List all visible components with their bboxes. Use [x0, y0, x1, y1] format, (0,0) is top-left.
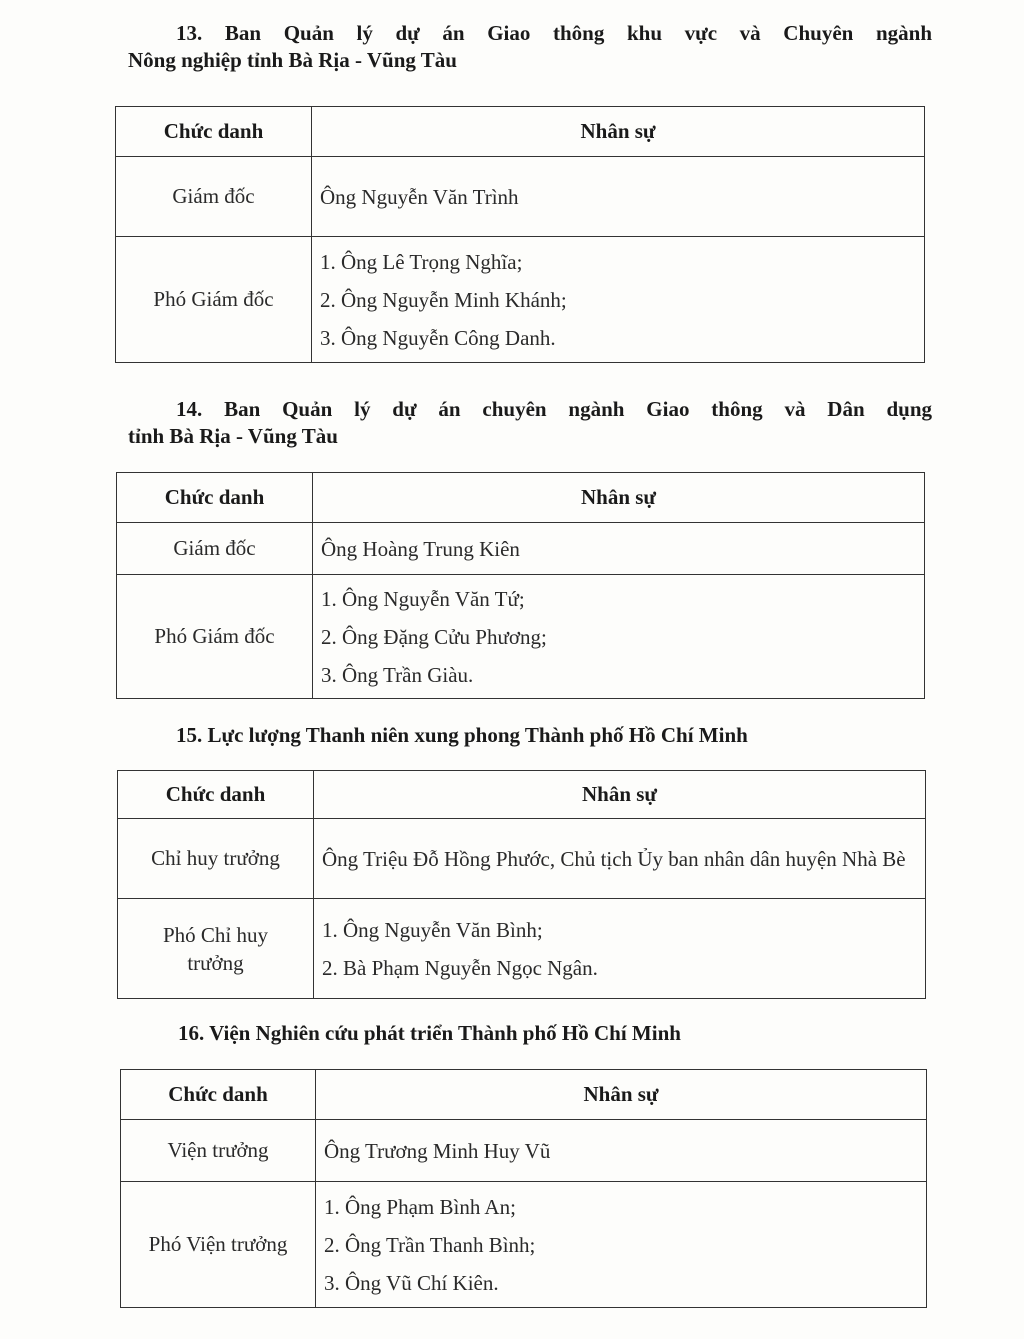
- section-13-title-line2: Nông nghiệp tỉnh Bà Rịa - Vũng Tàu: [128, 48, 457, 72]
- role-cell: Chỉ huy trưởng: [118, 819, 314, 899]
- role-cell: Phó Giám đốc: [117, 575, 313, 699]
- people-cell: [312, 237, 925, 363]
- table-row: [118, 899, 926, 999]
- header-role: Chức danh: [117, 473, 313, 523]
- role-cell: Giám đốc: [116, 157, 312, 237]
- section-15-title: [176, 722, 936, 749]
- section-15-table: [117, 770, 926, 999]
- person-entry: 3. Ông Nguyễn Công Danh.: [320, 325, 556, 350]
- role-cell: Viện trưởng: [121, 1120, 316, 1182]
- section-14-table: [116, 472, 925, 699]
- section-14-title-line2: tỉnh Bà Rịa - Vũng Tàu: [128, 424, 338, 448]
- section-13-title-line1: 13. Ban Quản lý dự án Giao thông khu vực và Chuyên ngành: [176, 21, 932, 45]
- person-entry: 1. Ông Nguyễn Văn Tứ;: [321, 586, 525, 611]
- person-entry: 1. Ông Lê Trọng Nghĩa;: [320, 249, 523, 274]
- header-people: Nhân sự: [316, 1070, 927, 1120]
- header-people: Nhân sự: [314, 771, 926, 819]
- person-entry: 1. Ông Nguyễn Văn Bình;: [322, 917, 543, 942]
- table-row: [117, 523, 925, 575]
- people-cell: [312, 157, 925, 237]
- person-entry: Ông Nguyễn Văn Trình: [320, 184, 519, 209]
- section-13-table: [115, 106, 925, 363]
- role-cell: Phó Giám đốc: [116, 237, 312, 363]
- table-header-row: [116, 107, 925, 157]
- people-cell: [313, 575, 925, 699]
- table-row: [121, 1182, 927, 1308]
- section-13-title: [128, 20, 932, 74]
- header-role: Chức danh: [121, 1070, 316, 1120]
- role-cell: Giám đốc: [117, 523, 313, 575]
- people-cell: [314, 899, 926, 999]
- person-entry: Ông Trương Minh Huy Vũ: [324, 1138, 551, 1163]
- person-entry: 1. Ông Phạm Bình An;: [324, 1194, 516, 1219]
- role-line: Phó Chỉ huy: [162, 922, 269, 947]
- table-row: [116, 157, 925, 237]
- person-entry: Ông Triệu Đỗ Hồng Phước, Chủ tịch Ủy ban nhân dân huyện Nhà Bè: [322, 846, 906, 871]
- role-cell: Phó Viện trưởng: [121, 1182, 316, 1308]
- people-cell: [316, 1120, 927, 1182]
- person-entry: 2. Bà Phạm Nguyễn Ngọc Ngân.: [322, 955, 598, 980]
- table-row: [116, 237, 925, 363]
- table-row: [117, 575, 925, 699]
- section-16-title: [178, 1020, 938, 1047]
- role-cell: [118, 899, 314, 999]
- section-16-title-line1: 16. Viện Nghiên cứu phát triển Thành phố Hồ Chí Minh: [178, 1021, 681, 1045]
- person-entry: Ông Hoàng Trung Kiên: [321, 536, 520, 561]
- header-people: Nhân sự: [312, 107, 925, 157]
- table-row: [118, 819, 926, 899]
- person-entry: 2. Ông Nguyễn Minh Khánh;: [320, 287, 567, 312]
- role-line: trưởng: [187, 950, 244, 975]
- people-cell: [314, 819, 926, 899]
- people-cell: [316, 1182, 927, 1308]
- section-14-title: [128, 396, 932, 450]
- person-entry: 3. Ông Vũ Chí Kiên.: [324, 1270, 499, 1295]
- person-entry: 2. Ông Đặng Cửu Phương;: [321, 624, 547, 649]
- people-cell: [313, 523, 925, 575]
- section-16-table: [120, 1069, 927, 1308]
- header-people: Nhân sự: [313, 473, 925, 523]
- section-14-title-line1: 14. Ban Quản lý dự án chuyên ngành Giao thông và Dân dụng: [176, 397, 932, 421]
- table-header-row: [118, 771, 926, 819]
- table-header-row: [117, 473, 925, 523]
- table-header-row: [121, 1070, 927, 1120]
- person-entry: 3. Ông Trần Giàu.: [321, 662, 474, 687]
- section-15-title-line1: 15. Lực lượng Thanh niên xung phong Thành phố Hồ Chí Minh: [176, 723, 748, 747]
- header-role: Chức danh: [116, 107, 312, 157]
- table-row: [121, 1120, 927, 1182]
- header-role: Chức danh: [118, 771, 314, 819]
- person-entry: 2. Ông Trần Thanh Bình;: [324, 1232, 536, 1257]
